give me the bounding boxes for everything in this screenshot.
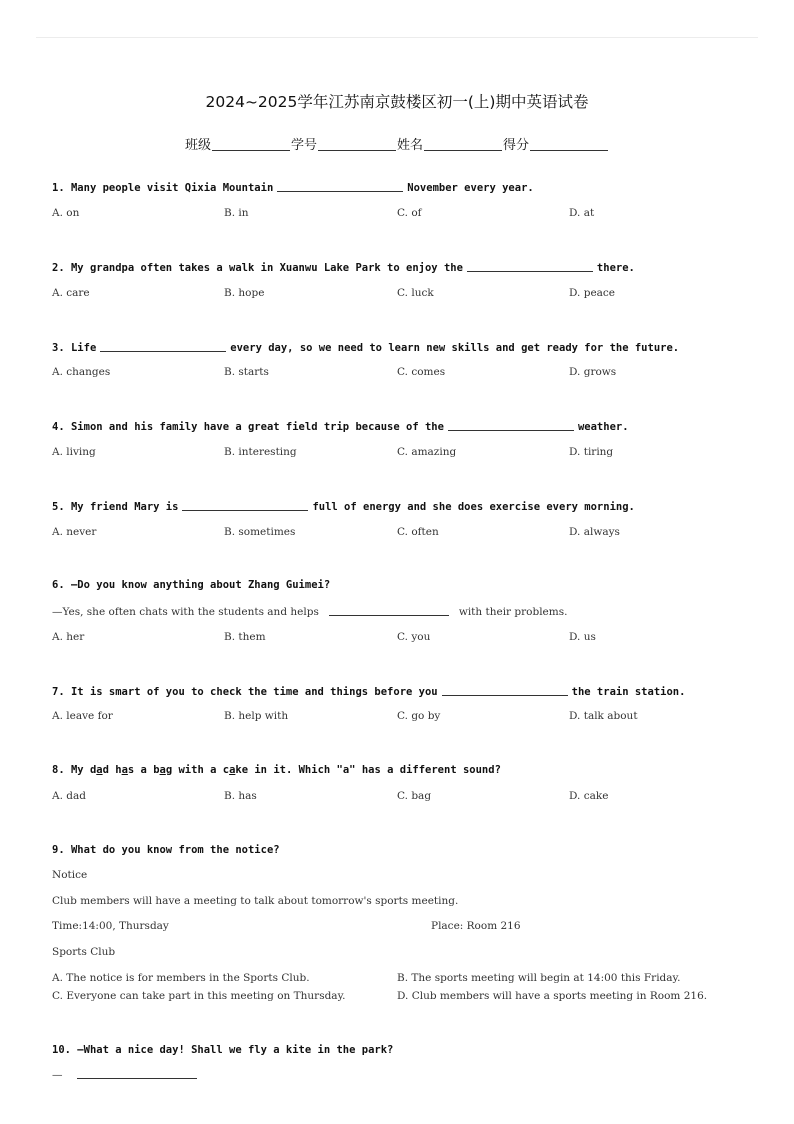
id-blank[interactable] <box>318 138 396 151</box>
option-a[interactable]: A. never <box>52 526 97 538</box>
question-2-stem <box>52 261 635 274</box>
option-a[interactable]: A. living <box>52 446 96 458</box>
question-9-stem <box>52 844 280 856</box>
score-label: 得分 <box>503 138 530 153</box>
option-c[interactable]: C. luck <box>397 287 434 299</box>
option-d[interactable]: D. peace <box>569 287 616 299</box>
question-text: Simon and his family have a great field trip because of the <box>70 421 444 433</box>
top-divider <box>36 37 758 38</box>
option-b[interactable]: B. them <box>224 631 266 643</box>
option-b[interactable]: B. help with <box>224 710 289 722</box>
question-number: 2. <box>52 262 65 274</box>
question-3-stem <box>52 341 679 354</box>
question-text: What do you know from the notice? <box>70 844 280 856</box>
option-c[interactable]: C. go by <box>397 710 441 722</box>
option-b[interactable]: B. in <box>224 207 249 219</box>
option-a[interactable]: A. The notice is for members in the Sports Club. <box>52 972 310 984</box>
question-10-stem <box>52 1044 393 1056</box>
question-text: g with a c <box>165 764 230 776</box>
answer-blank[interactable] <box>277 181 403 192</box>
question-number: 9. <box>52 844 65 856</box>
notice-time: Time:14:00, Thursday <box>52 920 169 932</box>
question-text: every day, so we need to learn new skills and get ready for the future. <box>230 342 680 354</box>
underlined-letter: a <box>229 764 236 776</box>
option-a[interactable]: A. leave for <box>52 710 113 722</box>
option-d[interactable]: D. at <box>569 207 595 219</box>
class-label: 班级 <box>184 138 211 153</box>
question-text: Life <box>70 342 97 354</box>
name-label: 姓名 <box>397 138 424 153</box>
question-8-stem <box>52 764 501 776</box>
question-text: November every year. <box>407 182 534 194</box>
answer-blank[interactable] <box>329 605 449 616</box>
option-d[interactable]: D. grows <box>569 366 617 378</box>
option-a[interactable]: A. dad <box>52 790 86 802</box>
question-number: 10. <box>52 1044 71 1056</box>
question-text: s a b <box>127 764 160 776</box>
option-b[interactable]: B. hope <box>224 287 265 299</box>
reply-text: —Yes, she often chats with the students and helps <box>52 606 319 618</box>
option-c[interactable]: C. of <box>397 207 422 219</box>
name-blank[interactable] <box>424 138 502 151</box>
page-title: 2024~2025学年江苏南京鼓楼区初一(上)期中英语试卷 <box>205 93 589 111</box>
option-c[interactable]: C. comes <box>397 366 446 378</box>
answer-blank[interactable] <box>442 685 568 696</box>
question-text: It is smart of you to check the time and things before you <box>70 686 438 698</box>
option-d[interactable]: D. talk about <box>569 710 638 722</box>
option-a[interactable]: A. care <box>52 287 90 299</box>
answer-blank[interactable] <box>100 341 226 352</box>
answer-blank[interactable] <box>77 1068 197 1079</box>
question-number: 3. <box>52 342 65 354</box>
question-number: 4. <box>52 421 65 433</box>
question-text: the train station. <box>571 686 686 698</box>
question-text: ke in it. Which "a" has a different sound? <box>235 764 501 776</box>
question-10-reply <box>52 1068 201 1081</box>
option-b[interactable]: B. interesting <box>224 446 297 458</box>
question-text: My d <box>70 764 97 776</box>
class-blank[interactable] <box>212 138 290 151</box>
notice-body: Club members will have a meeting to talk about tomorrow's sports meeting. <box>52 895 459 907</box>
option-b[interactable]: B. sometimes <box>224 526 296 538</box>
question-text: weather. <box>577 421 629 433</box>
answer-blank[interactable] <box>467 261 593 272</box>
notice-signature: Sports Club <box>52 946 116 958</box>
question-text: d h <box>102 764 122 776</box>
reply-text: with their problems. <box>458 606 568 618</box>
option-b[interactable]: B. starts <box>224 366 269 378</box>
question-6-reply <box>52 605 567 618</box>
underlined-letter: a <box>121 764 128 776</box>
option-c[interactable]: C. you <box>397 631 431 643</box>
question-number: 6. <box>52 579 65 591</box>
option-d[interactable]: D. us <box>569 631 596 643</box>
answer-blank[interactable] <box>182 500 308 511</box>
question-4-stem <box>52 420 629 433</box>
option-d[interactable]: D. cake <box>569 790 609 802</box>
notice-title: Notice <box>52 869 88 881</box>
option-b[interactable]: B. has <box>224 790 257 802</box>
option-d[interactable]: D. always <box>569 526 620 538</box>
option-d[interactable]: D. tiring <box>569 446 614 458</box>
question-text: —What a nice day! Shall we fly a kite in the park? <box>77 1044 394 1056</box>
option-a[interactable]: A. changes <box>52 366 111 378</box>
option-a[interactable]: A. on <box>52 207 80 219</box>
question-5-stem <box>52 500 635 513</box>
question-text: My friend Mary is <box>70 501 179 513</box>
question-number: 1. <box>52 182 65 194</box>
notice-place: Place: Room 216 <box>431 920 521 932</box>
question-text: —Do you know anything about Zhang Guimei? <box>70 579 331 591</box>
score-blank[interactable] <box>530 138 608 151</box>
question-text: there. <box>596 262 635 274</box>
question-7-stem <box>52 685 685 698</box>
option-c[interactable]: C. Everyone can take part in this meeting on Thursday. <box>52 990 346 1002</box>
option-d[interactable]: D. Club members will have a sports meeting in Room 216. <box>397 990 708 1002</box>
reply-dash: — <box>52 1069 63 1081</box>
underlined-letter: a <box>159 764 166 776</box>
question-6-stem <box>52 579 330 591</box>
option-c[interactable]: C. amazing <box>397 446 457 458</box>
option-b[interactable]: B. The sports meeting will begin at 14:00 this Friday. <box>397 972 681 984</box>
id-label: 学号 <box>290 138 317 153</box>
question-number: 5. <box>52 501 65 513</box>
option-c[interactable]: C. bag <box>397 790 432 802</box>
option-a[interactable]: A. her <box>52 631 85 643</box>
option-c[interactable]: C. often <box>397 526 439 538</box>
question-number: 8. <box>52 764 65 776</box>
question-number: 7. <box>52 686 65 698</box>
question-text: full of energy and she does exercise every morning. <box>312 501 635 513</box>
question-text: My grandpa often takes a walk in Xuanwu Lake Park to enjoy the <box>70 262 463 274</box>
question-text: Many people visit Qixia Mountain <box>70 182 274 194</box>
answer-blank[interactable] <box>448 420 574 431</box>
underlined-letter: a <box>96 764 103 776</box>
question-1-stem <box>52 181 534 194</box>
student-info-row <box>0 134 794 153</box>
